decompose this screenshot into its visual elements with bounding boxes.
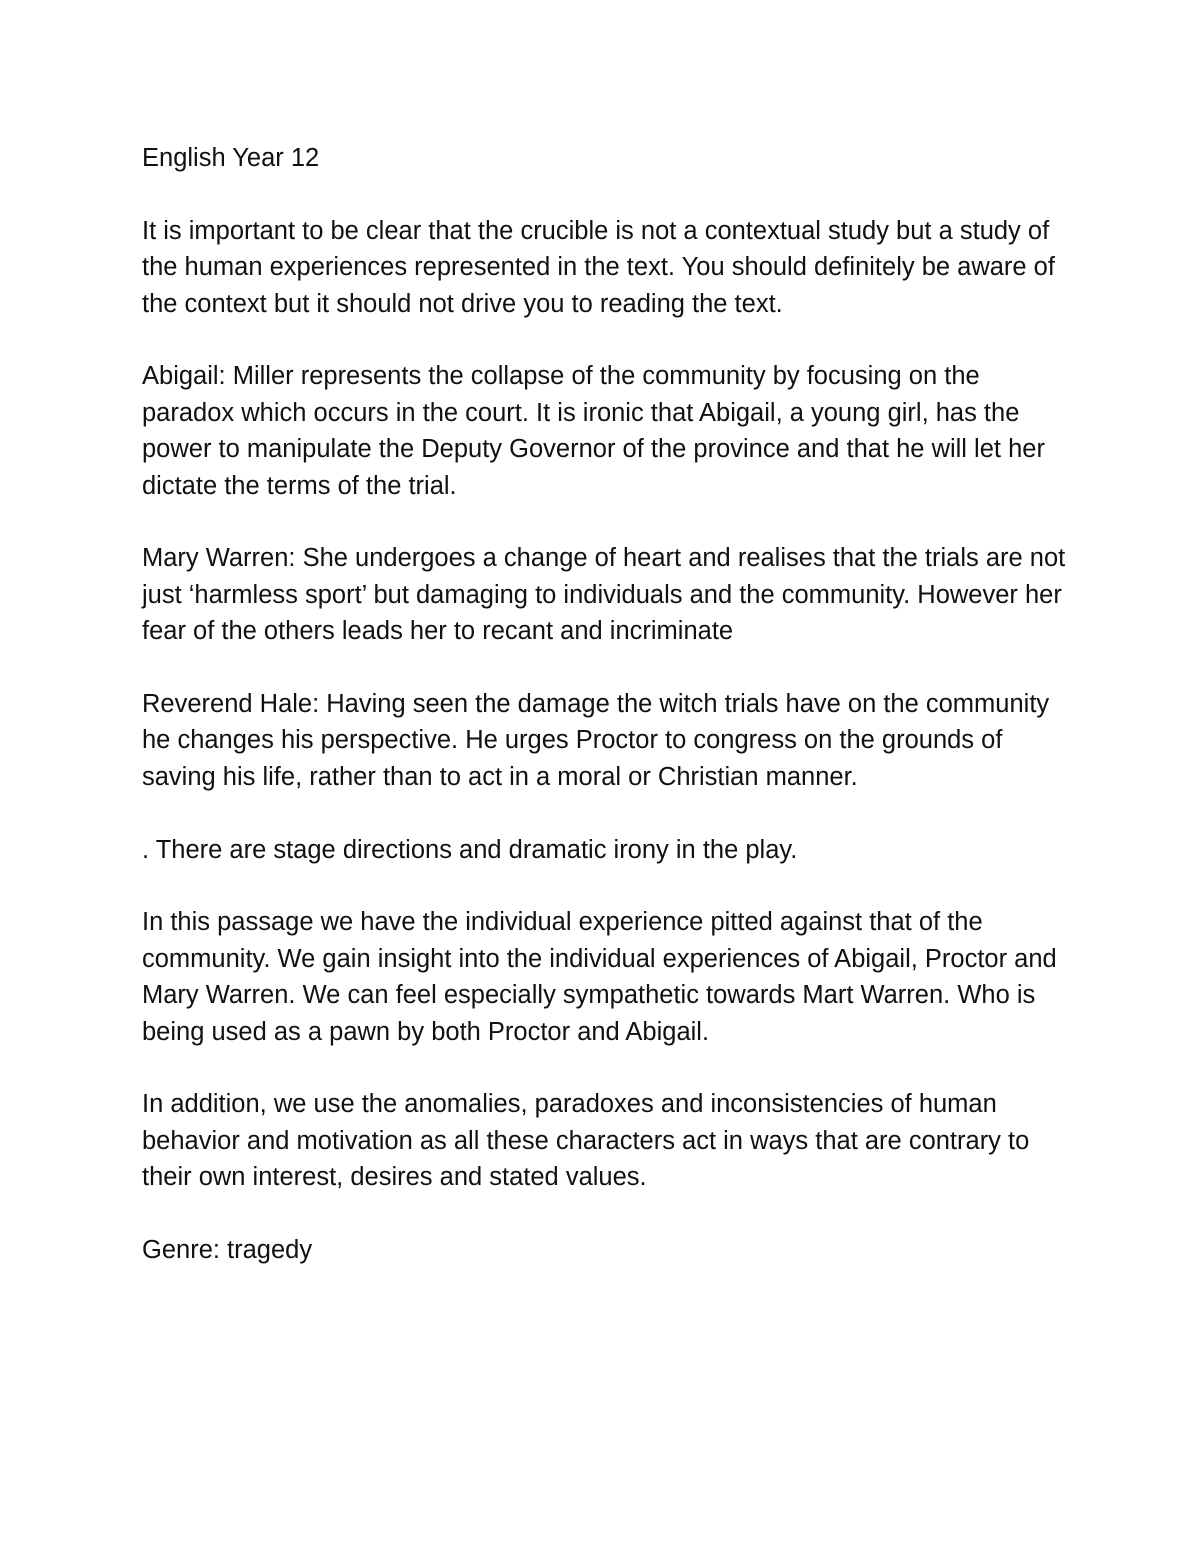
- paragraph-individual-experience: In this passage we have the individual experience pitted against that of the community. We gain insight into the individual experiences of Abigail, Proctor and Mary Warren. We can feel especially sympathetic towards Mart Warren. Who is being used as a pawn by both Proctor and Abigail.: [142, 908, 1057, 1046]
- paragraph-mary-warren: Mary Warren: She undergoes a change of heart and realises that the trials are not just ‘harmless sport’ but damaging to individuals and the community. However her fear of the others leads her to recant and incriminate: [142, 544, 1066, 646]
- paragraph-context: It is important to be clear that the crucible is not a contextual study but a study of the human experiences represented in the text. You should definitely be aware of the context but it should not drive you to reading the text.: [142, 216, 1055, 318]
- paragraph-anomalies: In addition, we use the anomalies, paradoxes and inconsistencies of human behavior and motivation as all these characters act in ways that are contrary to their own interest, desires and stated values.: [142, 1090, 1030, 1192]
- document-heading: English Year 12: [142, 144, 320, 172]
- paragraph-genre: Genre: tragedy: [142, 1236, 313, 1265]
- document-body: [142, 140, 1067, 1305]
- paragraph-abigail: Abigail: Miller represents the collapse of the community by focusing on the paradox which occurs in the court. It is ironic that Abigail, a young girl, has the power to manipulate the Deputy Governor of the province and that he will let her dictate the terms of the trial.: [142, 362, 1045, 500]
- paragraph-stage-directions: . There are stage directions and dramatic irony in the play.: [142, 835, 798, 864]
- paragraph-reverend-hale: Reverend Hale: Having seen the damage the witch trials have on the community he changes his perspective. He urges Proctor to congress on the grounds of saving his life, rather than to act in a moral or Christian manner.: [142, 690, 1050, 791]
